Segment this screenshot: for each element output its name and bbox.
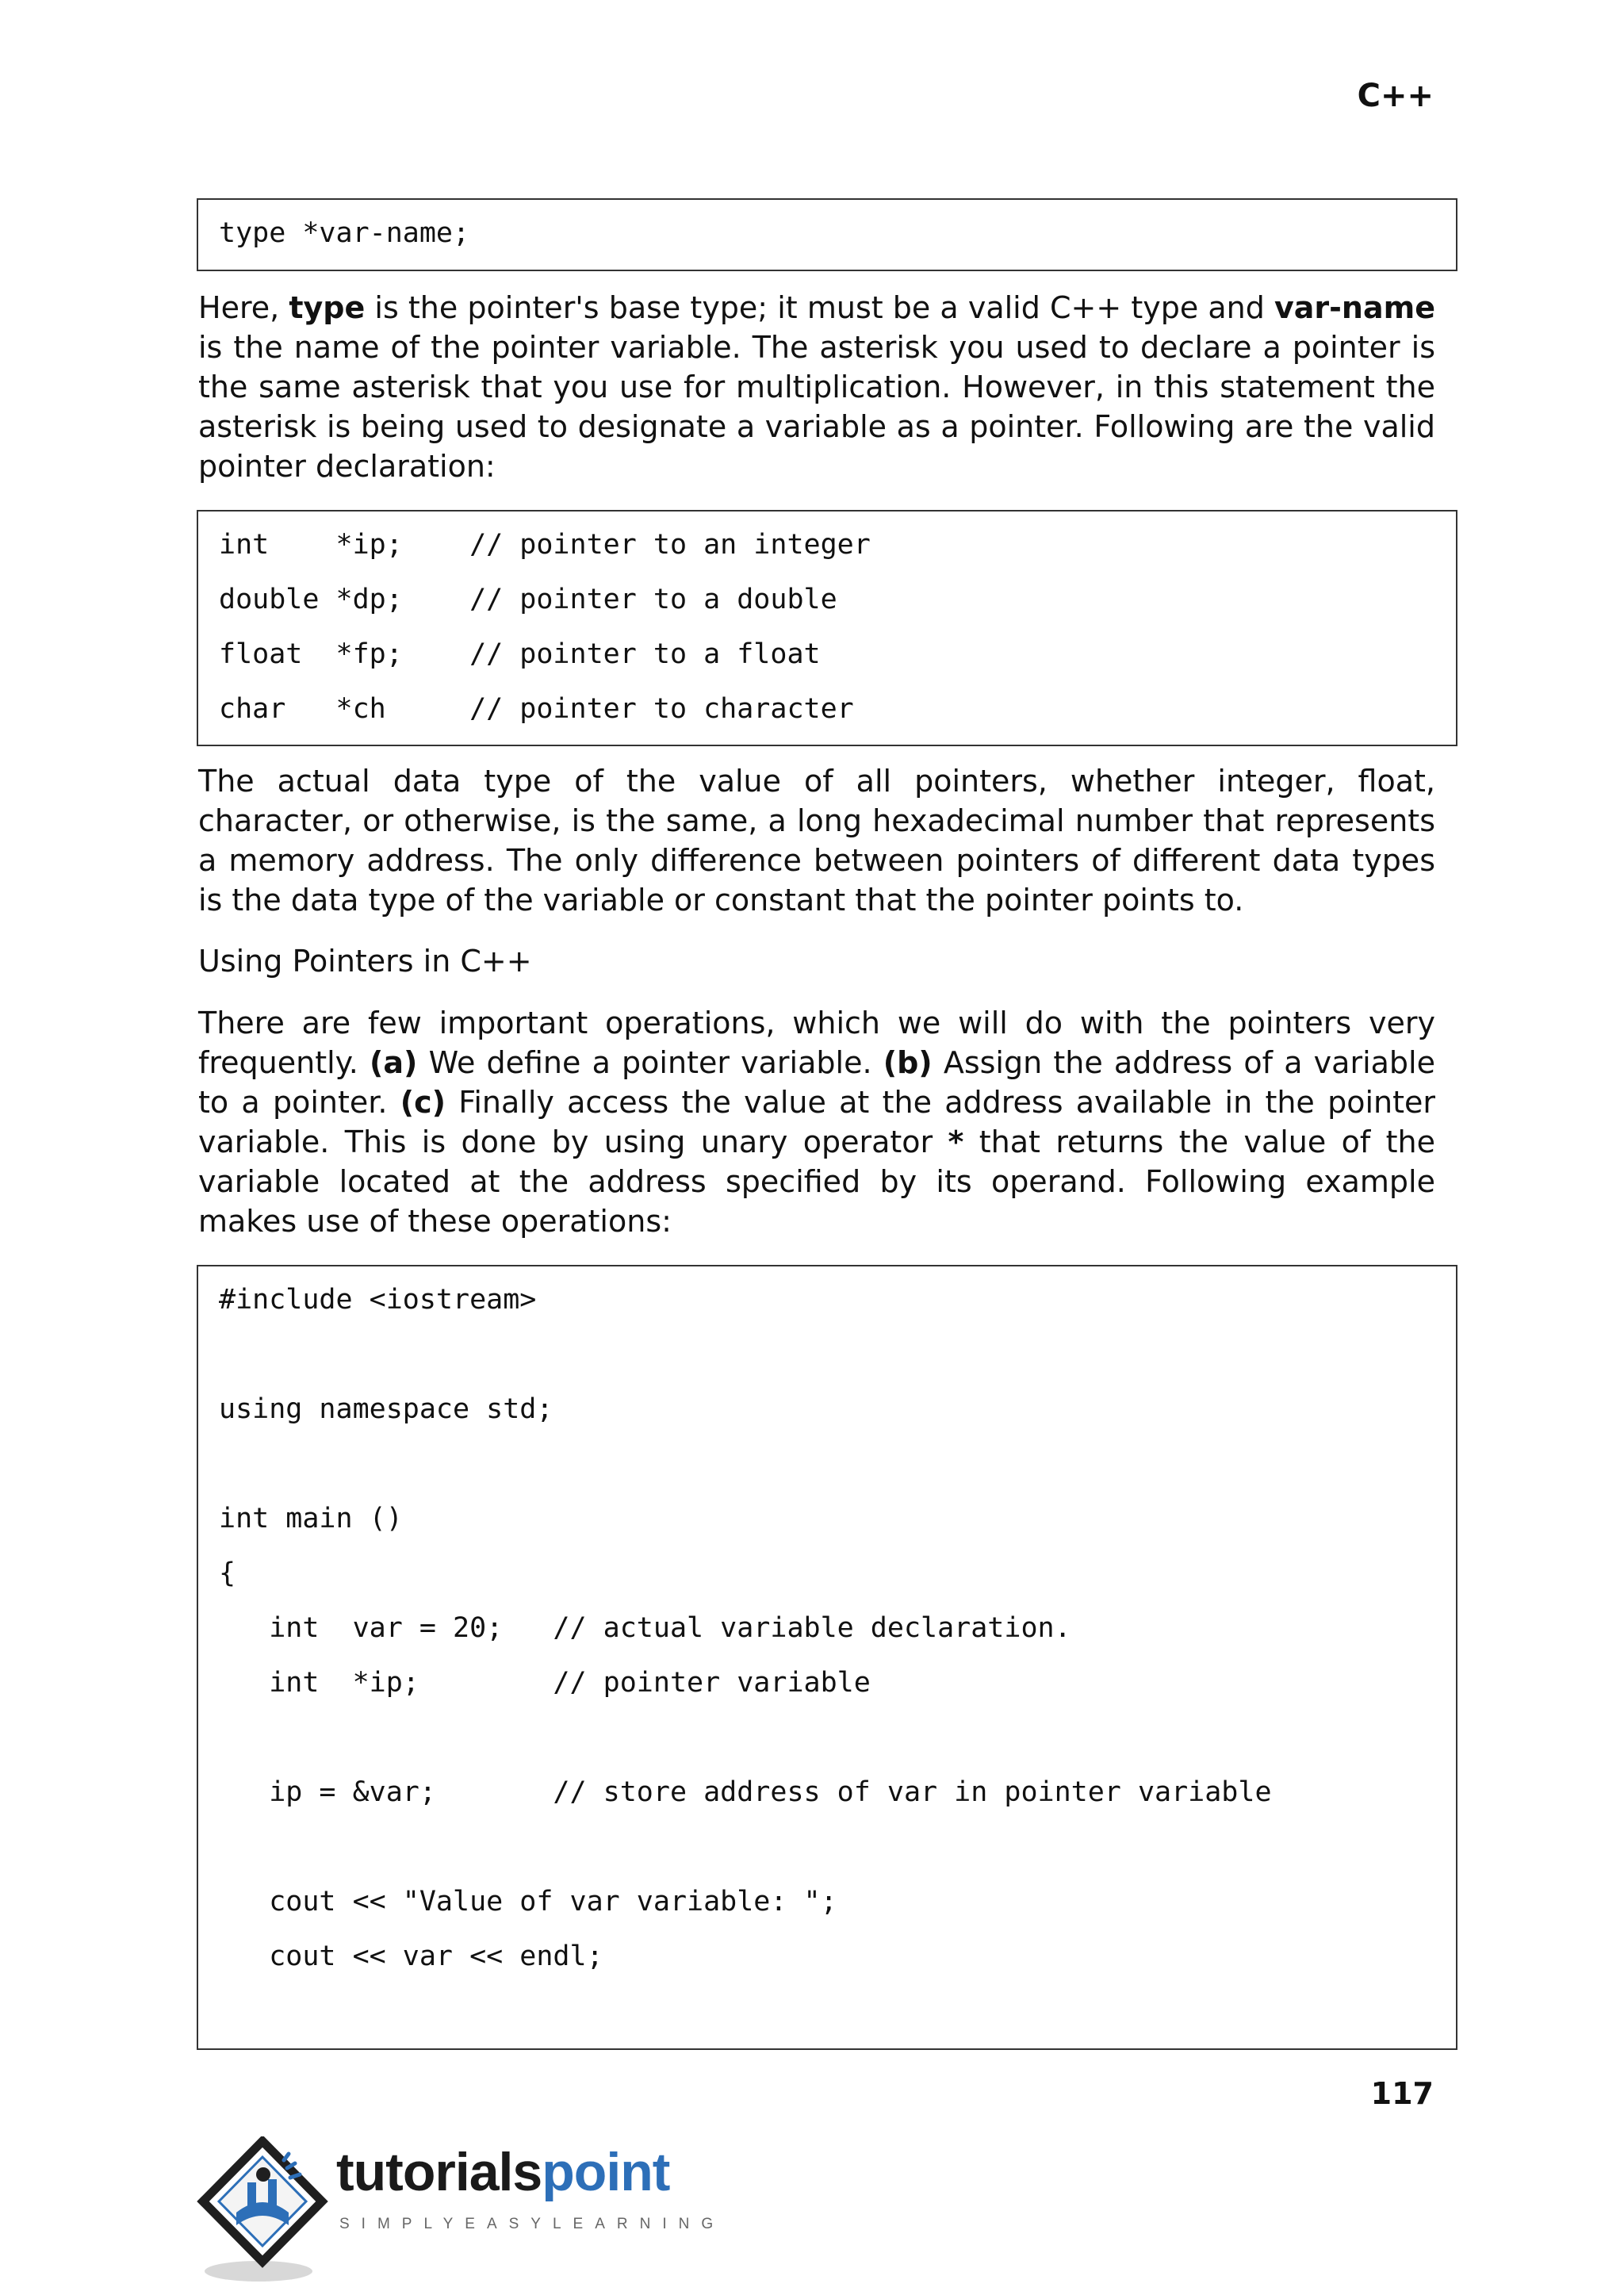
code-line: int main () (219, 1503, 403, 1534)
code-line: char *ch // pointer to character (219, 693, 854, 725)
paragraph-text: is the pointer's base type; it must be a valid C++ type and (365, 290, 1274, 325)
page-number: 117 (1370, 2076, 1434, 2111)
declaration-code-box (197, 198, 1457, 271)
code-line: cout << "Value of var variable: "; (219, 1886, 837, 1918)
logo-tagline: SIMPLYEASYLEARNING (339, 2216, 726, 2232)
code-line: type *var-name; (219, 217, 470, 249)
bold-marker-b: (b) (883, 1045, 933, 1080)
bold-term-type: type (289, 290, 366, 325)
paragraph-pointer-declaration (198, 288, 1435, 486)
paragraph-text: that returns the value of the variable located at the address specified by its operand. Following example makes use of these operations: (198, 1125, 1435, 1239)
logo-diamond-icon (195, 2136, 346, 2283)
code-line: cout << var << endl; (219, 1941, 603, 1972)
code-line: double *dp; // pointer to a double (219, 584, 837, 615)
code-line: int *ip; // pointer to an integer (219, 529, 871, 561)
code-line: int var = 20; // actual variable declaration. (219, 1612, 1071, 1644)
paragraph-pointer-operations (198, 1003, 1435, 1241)
section-heading: Using Pointers in C++ (198, 944, 532, 979)
bold-term-var-name: var-name (1274, 290, 1435, 325)
bold-asterisk: * (948, 1125, 964, 1159)
code-line: { (219, 1557, 236, 1589)
example-code-box (197, 1265, 1457, 2050)
paragraph-text: There are few important operations, which we will do with the pointers very frequently. (198, 1006, 1435, 1080)
code-line: int *ip; // pointer variable (219, 1667, 871, 1699)
logo-wordmark (336, 2136, 669, 2208)
code-line: ip = &var; // store address of var in pointer variable (219, 1776, 1272, 1808)
tutorialspoint-logo (195, 2136, 726, 2283)
page-header-title: C++ (1357, 78, 1434, 114)
bold-marker-c: (c) (400, 1085, 446, 1120)
paragraph-text: Finally access the value at the address available in the pointer variable. This is done by using unary operator (198, 1085, 1435, 1159)
logo-word-part1: tutorials (336, 2142, 542, 2202)
logo-word-part2: point (542, 2142, 670, 2202)
paragraph-text: is the name of the pointer variable. The asterisk you used to declare a pointer is the same asterisk that you use for multiplication. However, in this statement the asterisk is being used to designate a variable as a pointer. Following are the valid pointer declaration: (198, 330, 1435, 484)
paragraph-pointer-data-type (198, 761, 1435, 920)
paragraph-text: The actual data type of the value of all pointers, whether integer, float, character, or otherwise, is the same, a long hexadecimal number that represents a memory address. The only difference between pointers of different data types is the data type of the variable or constant that the pointer points to. (198, 764, 1435, 918)
code-line: #include <iostream> (219, 1284, 537, 1316)
paragraph-text: We define a pointer variable. (417, 1045, 883, 1080)
bold-marker-a: (a) (370, 1045, 418, 1080)
paragraph-text: Here, (198, 290, 289, 325)
declarations-code-box (197, 510, 1457, 746)
paragraph-text: Assign the address of a variable to a pointer. (198, 1045, 1435, 1120)
code-line: float *fp; // pointer to a float (219, 638, 821, 670)
code-line: using namespace std; (219, 1393, 553, 1425)
